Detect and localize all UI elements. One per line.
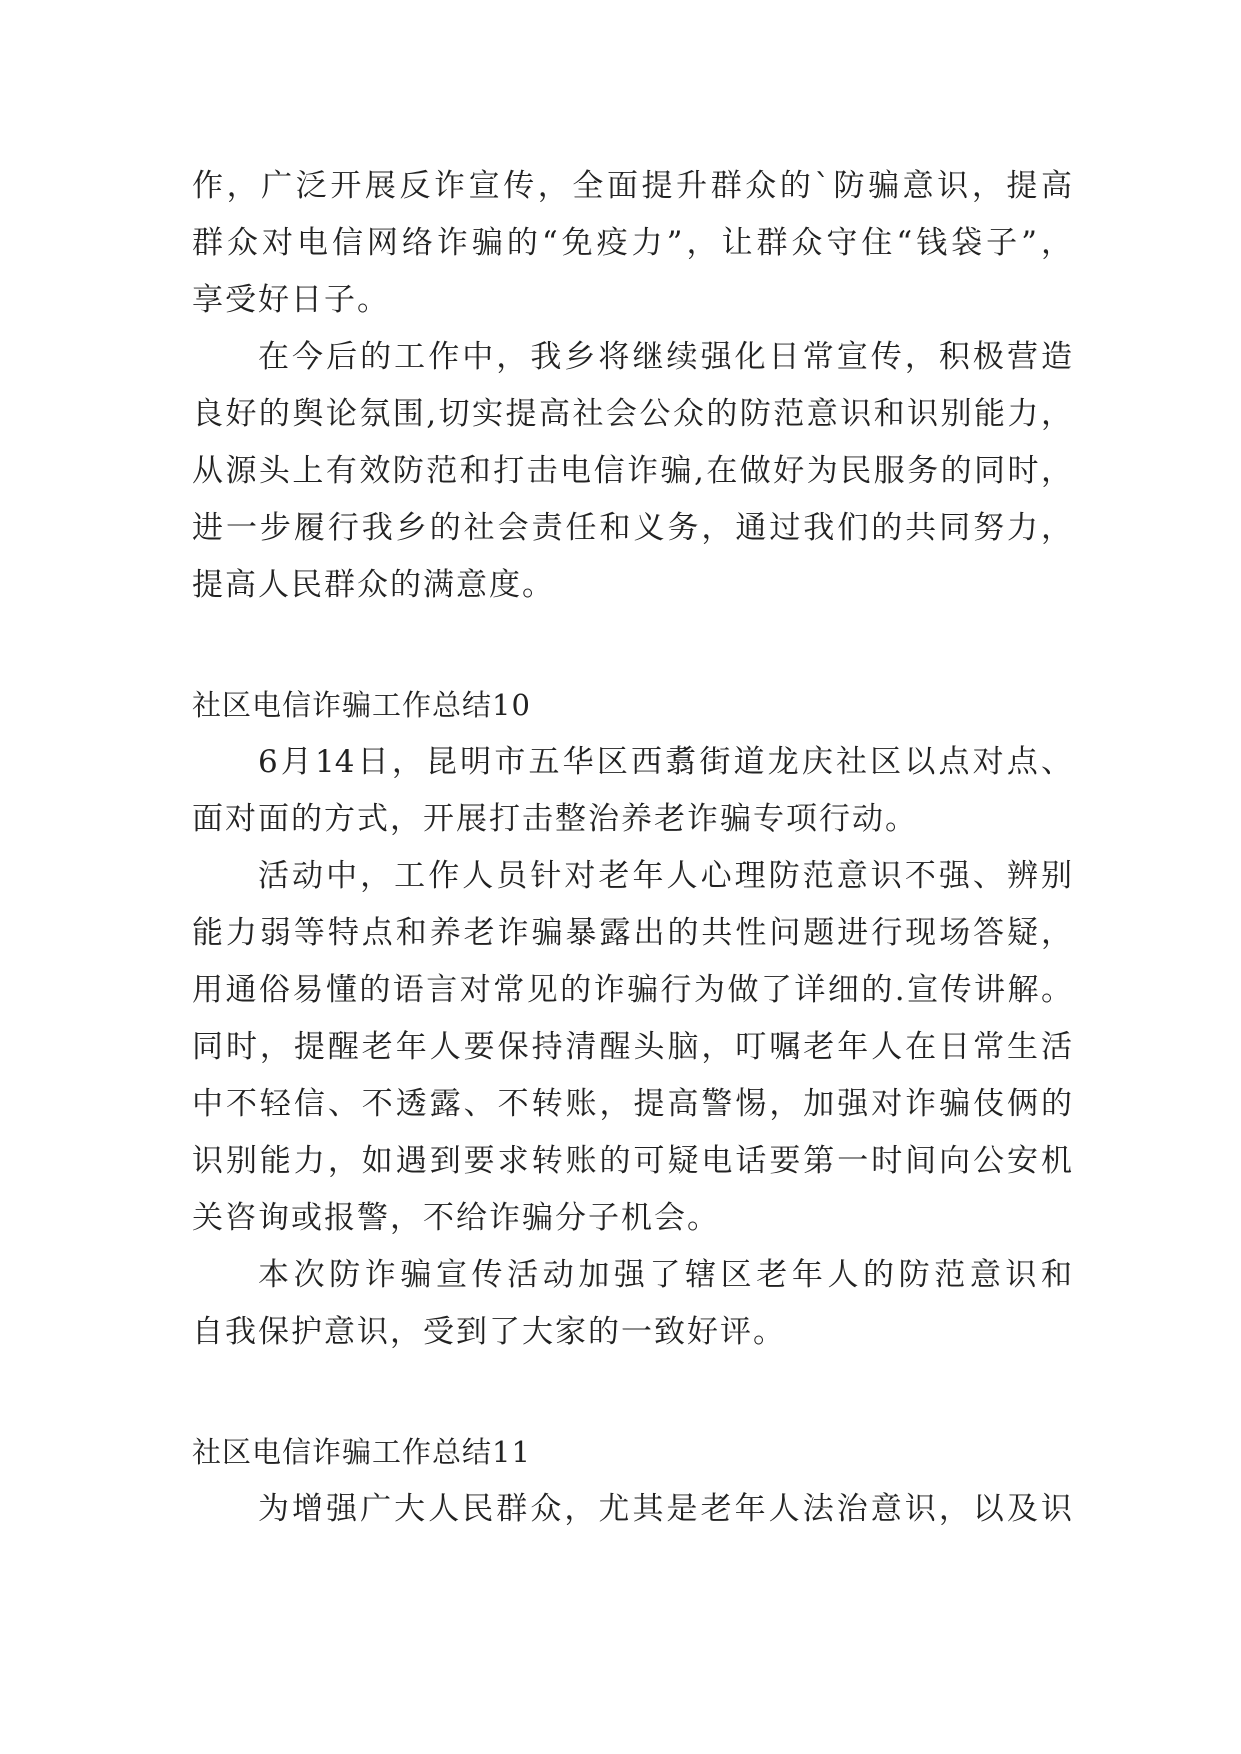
paragraph-line: 自我保护意识，受到了大家的一致好评。 xyxy=(192,1314,786,1350)
paragraph-line: 在今后的工作中，我乡将继续强化日常宣传，积极营造 xyxy=(258,339,1072,375)
paragraph-line: 用通俗易懂的语言对常见的诈骗行为做了详细的.宣传讲解。 xyxy=(192,972,1072,1008)
paragraph-line: 面对面的方式，开展打击整治养老诈骗专项行动。 xyxy=(192,801,918,837)
paragraph-line: 中不轻信、不透露、不转账，提高警惕，加强对诈骗伎俩的 xyxy=(192,1086,1072,1122)
section-heading: 社区电信诈骗工作总结11 xyxy=(192,1435,531,1469)
paragraph-line: 6月14日，昆明市五华区西翥街道龙庆社区以点对点、 xyxy=(258,744,1072,780)
paragraph-line: 本次防诈骗宣传活动加强了辖区老年人的防范意识和 xyxy=(258,1257,1072,1293)
paragraph-line: 从源头上有效防范和打击电信诈骗,在做好为民服务的同时， xyxy=(192,453,1072,489)
paragraph-line: 提高人民群众的满意度。 xyxy=(192,567,555,603)
paragraph-line: 能力弱等特点和养老诈骗暴露出的共性问题进行现场答疑， xyxy=(192,915,1072,951)
paragraph-line: 为增强广大人民群众，尤其是老年人法治意识，以及识 xyxy=(258,1491,1072,1527)
paragraph-line: 同时，提醒老年人要保持清醒头脑，叮嘱老年人在日常生活 xyxy=(192,1029,1072,1065)
paragraph-line: 良好的舆论氛围,切实提高社会公众的防范意识和识别能力， xyxy=(192,396,1072,432)
paragraph-line: 识别能力，如遇到要求转账的可疑电话要第一时间向公安机 xyxy=(192,1143,1072,1179)
section-heading: 社区电信诈骗工作总结10 xyxy=(192,688,531,722)
paragraph-line: 活动中，工作人员针对老年人心理防范意识不强、辨别 xyxy=(258,858,1072,894)
paragraph-line: 享受好日子。 xyxy=(192,282,390,318)
paragraph-line: 群众对电信网络诈骗的“免疫力”，让群众守住“钱袋子”， xyxy=(192,225,1072,261)
paragraph-line: 关咨询或报警，不给诈骗分子机会。 xyxy=(192,1200,720,1236)
paragraph-line: 进一步履行我乡的社会责任和义务，通过我们的共同努力， xyxy=(192,510,1072,546)
paragraph-line: 作，广泛开展反诈宣传，全面提升群众的`防骗意识，提高 xyxy=(192,168,1072,204)
